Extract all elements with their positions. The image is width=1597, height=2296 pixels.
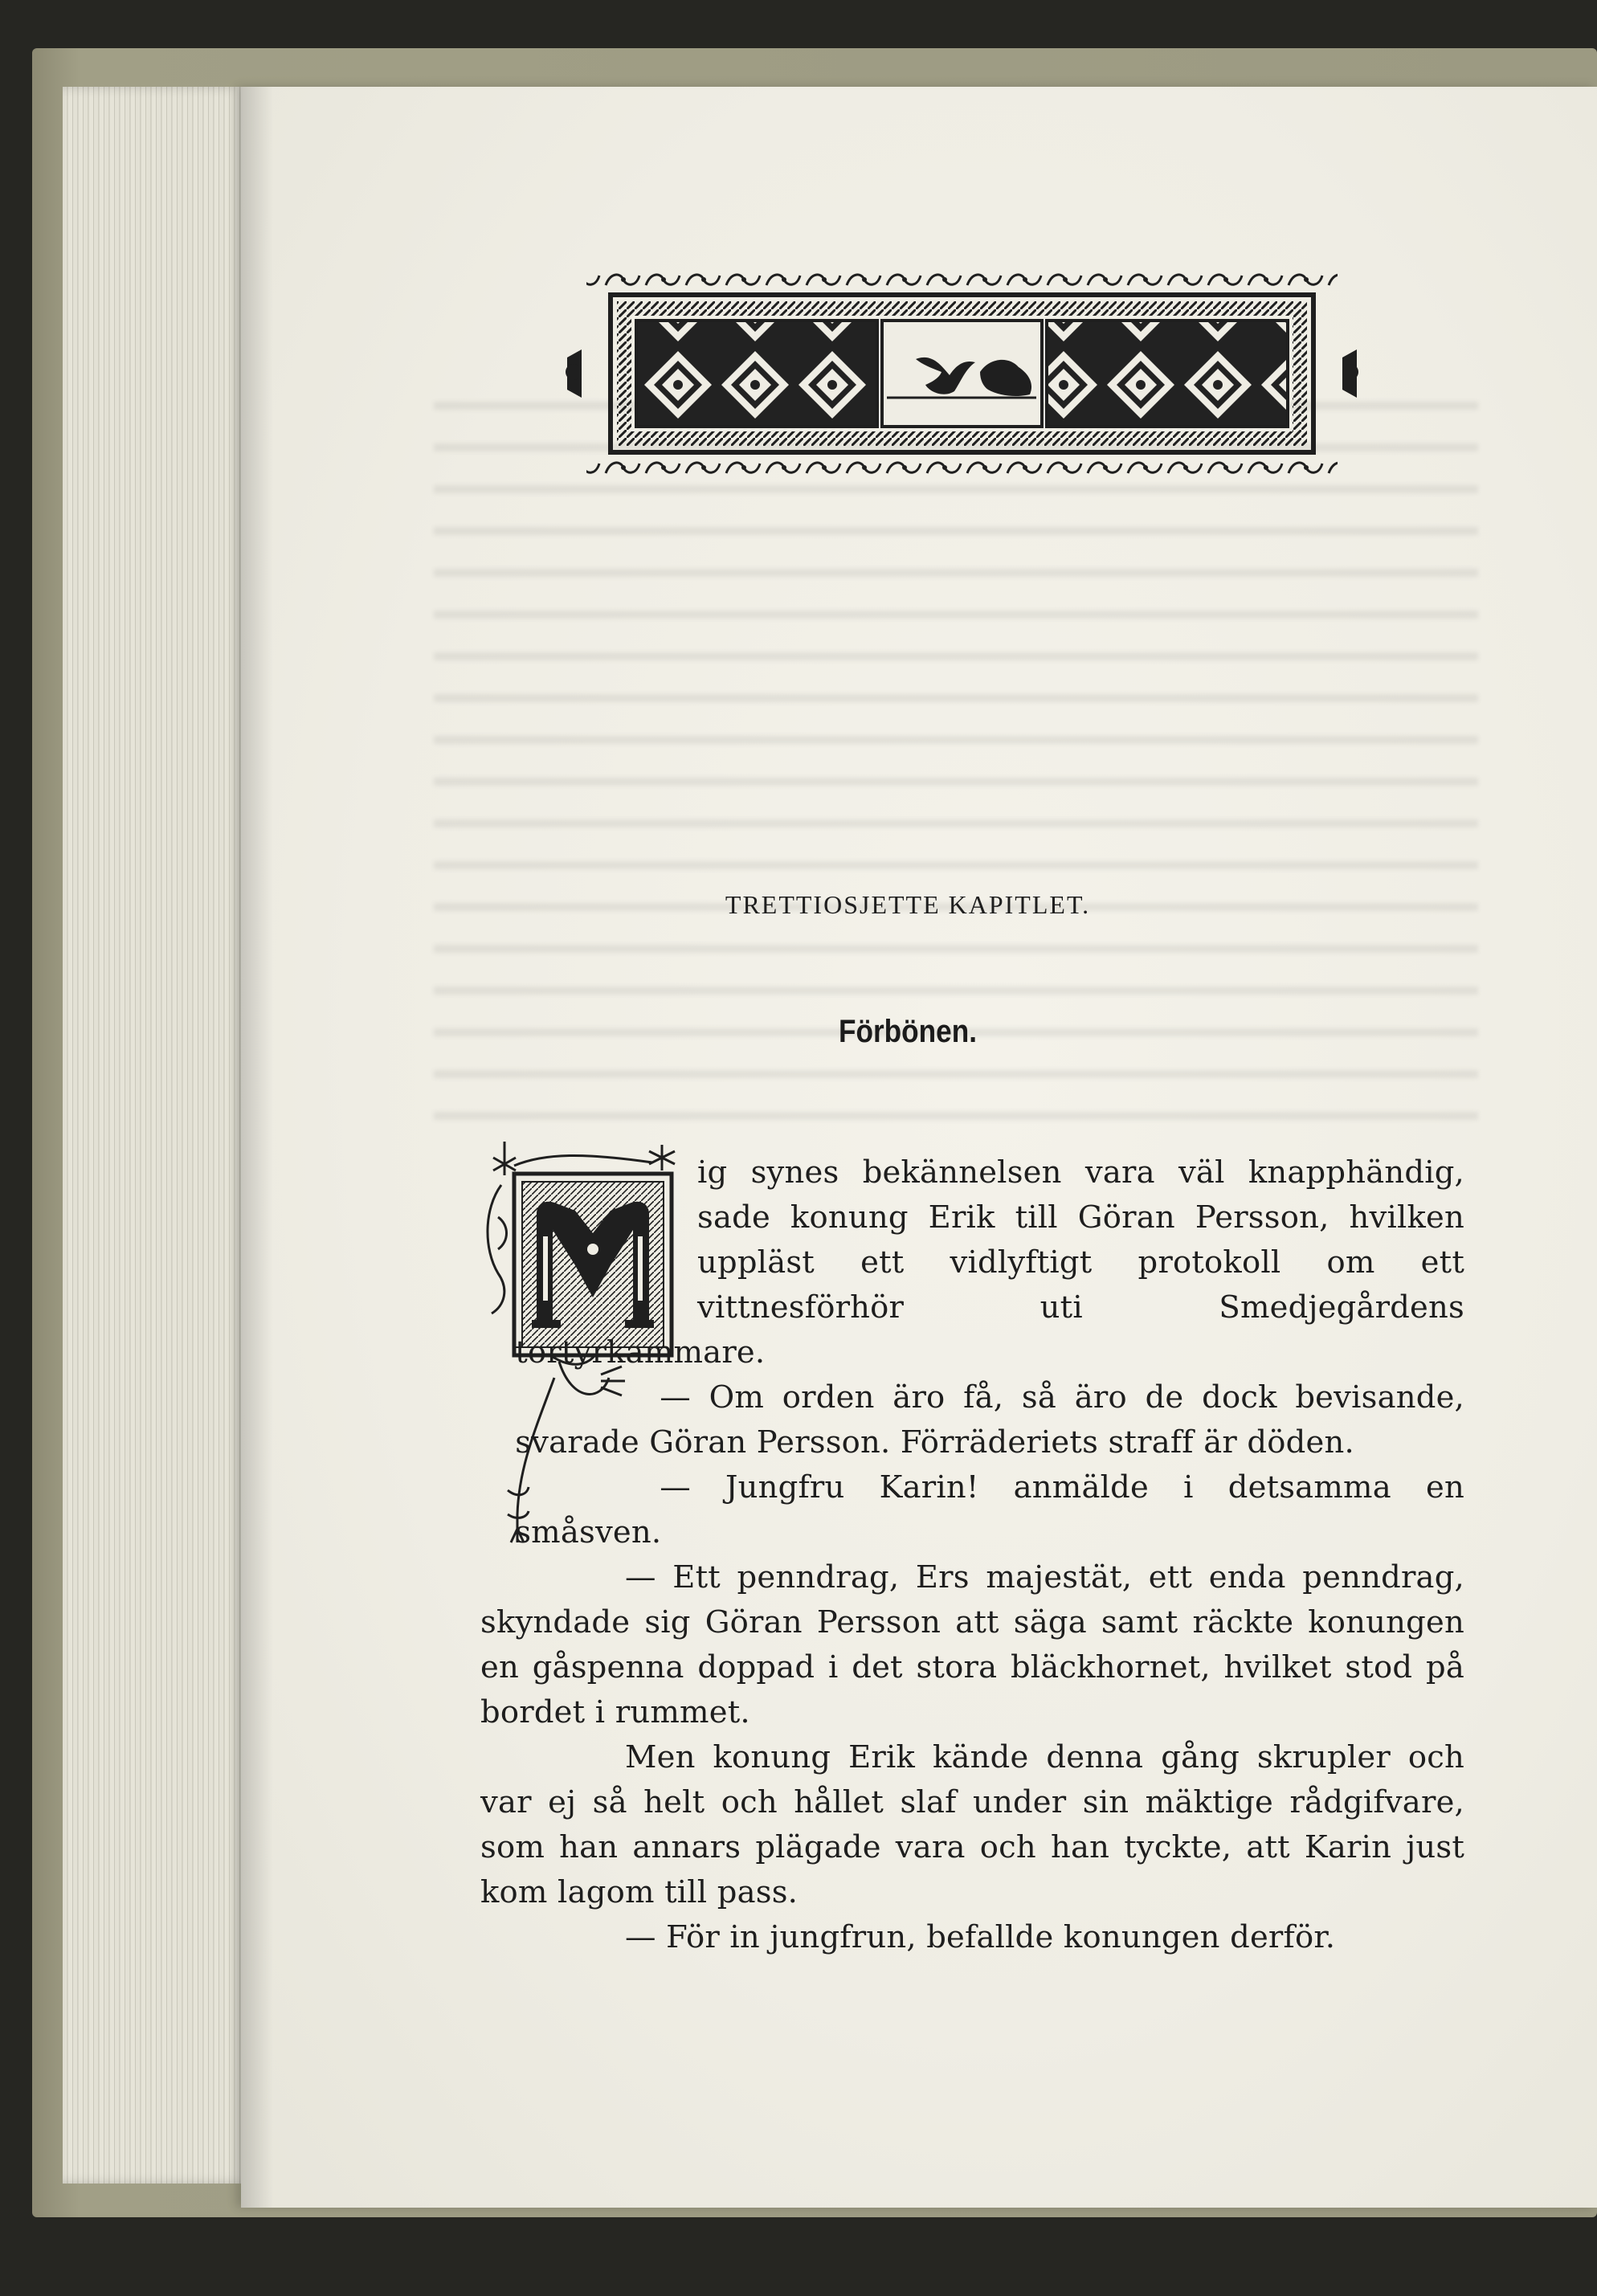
ornamental-headpiece: [562, 269, 1362, 478]
paragraph: — Jungfru Karin! anmälde i detsamma en småsven.: [515, 1469, 1464, 1550]
body-text: [480, 1150, 1464, 1960]
paragraph: — Om orden äro få, så äro de dock bevisande, svarade Göran Persson. Förräderiets straff är döden.: [515, 1379, 1464, 1461]
chapter-title: Förbönen.: [838, 1014, 978, 1049]
page-gutter-shadow: [241, 87, 273, 2208]
paragraph: Men konung Erik kände denna gång skrupler och var ej så helt och hållet slaf under sin mäktige rådgifvare, som han annars plägade vara och han tyckte, att Karin just kom lagom till pass.: [480, 1739, 1464, 1910]
chapter-heading: TRETTIOSJETTE KAPITLET.: [725, 890, 1091, 919]
paragraph: — Ett penndrag, Ers majestät, ett enda penndrag, skyndade sig Göran Persson att säga samt räckte konungen en gåspenna doppad i det stora bläckhornet, hvilket stod på bordet i rummet.: [480, 1559, 1464, 1730]
paragraph: ig synes bekännelsen vara väl knapphändig, sade konung Erik till Göran Persson, hvilken uppläst ett vidlyftigt protokoll om ett vittnesförhör uti Smedjegårdens tortyrkammare.: [515, 1154, 1464, 1371]
paragraph: — För in jungfrun, befallde konungen derför.: [625, 1919, 1336, 1955]
page-edges: [63, 87, 247, 2184]
